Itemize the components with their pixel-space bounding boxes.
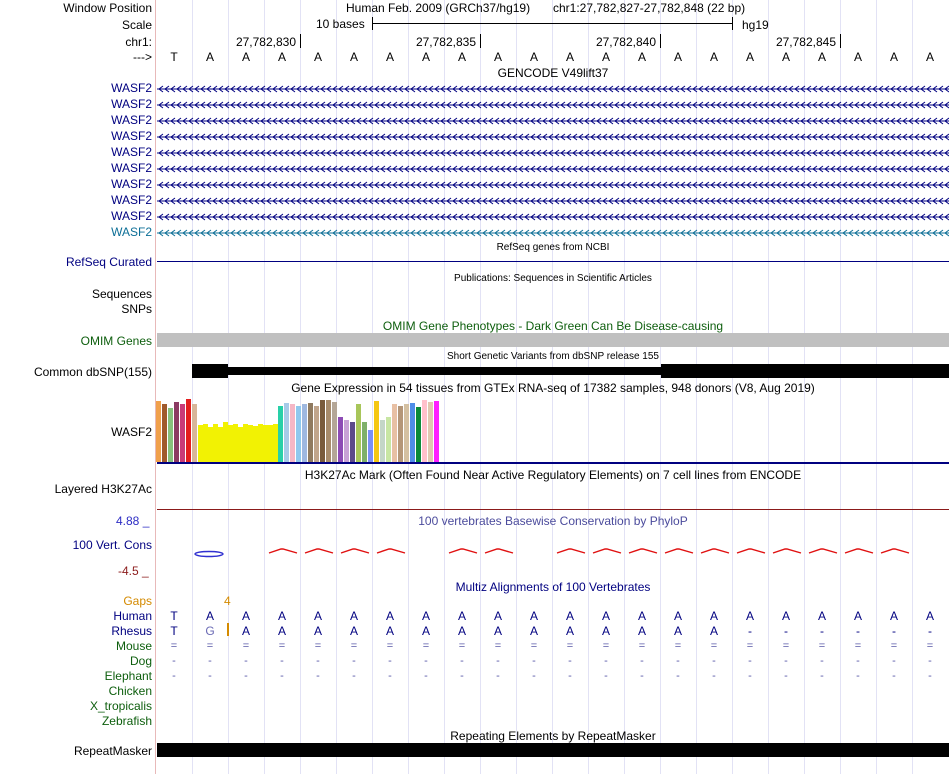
multiz-base: = (278, 640, 286, 652)
assembly-label: Human Feb. 2009 (GRCh37/hg19) (346, 1, 531, 15)
gencode-transcript-label[interactable]: WASF2 (111, 209, 152, 223)
multiz-base: A (529, 609, 538, 623)
multiz-base: A (385, 609, 394, 623)
multiz-base: = (494, 640, 502, 652)
gtex-tissue-bar[interactable] (374, 401, 379, 462)
gencode-transcript[interactable] (157, 163, 949, 173)
multiz-base: - (208, 670, 212, 682)
gtex-tissue-bar[interactable] (320, 400, 325, 462)
repeatmasker-label[interactable]: RepeatMasker (73, 744, 152, 758)
multiz-base: A (241, 624, 250, 638)
base-letter: A (673, 50, 682, 64)
phylop-score (593, 549, 621, 553)
minus-strand-line (157, 148, 949, 157)
multiz-base: - (928, 670, 932, 682)
gencode-transcript[interactable] (157, 131, 949, 141)
multiz-base: A (349, 624, 358, 638)
gencode-transcript[interactable] (157, 227, 949, 237)
gencode-transcript[interactable] (157, 211, 949, 221)
phylop-score (881, 549, 909, 553)
multiz-base: A (277, 609, 286, 623)
multiz-species-label[interactable]: Elephant (104, 669, 152, 683)
multiz-base: A (205, 609, 214, 623)
dbsnp-variant-block[interactable] (192, 364, 228, 378)
multiz-base: = (602, 640, 610, 652)
gtex-tissue-bar[interactable] (156, 401, 161, 462)
multiz-base: = (170, 640, 178, 652)
multiz-base: - (748, 655, 752, 667)
ruler-tick-label: 27,782,835 (415, 35, 476, 49)
gtex-tissue-bar[interactable] (296, 406, 301, 462)
gencode-transcript-label[interactable]: WASF2 (111, 145, 152, 159)
position-range[interactable]: chr1:27,782,827-27,782,848 (22 bp) (553, 1, 746, 15)
multiz-base: A (925, 609, 934, 623)
strand-arrow-label: ---> (133, 50, 152, 64)
base-letter: A (601, 50, 610, 64)
gtex-tissue-bar[interactable] (332, 402, 337, 462)
multiz-species-label[interactable]: Dog (129, 654, 152, 668)
multiz-base: A (853, 609, 862, 623)
multiz-base: = (530, 640, 538, 652)
multiz-base: A (709, 609, 718, 623)
phylop-label[interactable]: 100 Vert. Cons (72, 538, 152, 552)
gtex-tissue-bar[interactable] (362, 422, 367, 462)
base-letter: A (925, 50, 934, 64)
gencode-transcript-label[interactable]: WASF2 (111, 113, 152, 127)
multiz-base: A (241, 609, 250, 623)
multiz-base: A (637, 624, 646, 638)
base-letter: A (817, 50, 826, 64)
phylop-min-label: -4.5 _ (118, 564, 149, 578)
pubs-snps-label[interactable]: SNPs (121, 302, 152, 316)
multiz-base: - (280, 670, 284, 682)
base-letter: A (277, 50, 286, 64)
phylop-score (629, 549, 657, 553)
dbsnp-title: Short Genetic Variants from dbSNP release 155 (447, 351, 659, 362)
minus-strand-line (157, 196, 949, 205)
gencode-transcript-label[interactable]: WASF2 (111, 177, 152, 191)
multiz-base: A (529, 624, 538, 638)
multiz-base: A (421, 609, 430, 623)
gtex-tissue-bar[interactable] (314, 406, 319, 462)
ruler-tick (660, 34, 661, 48)
phylop-title: 100 vertebrates Basewise Conservation by PhyloP (418, 514, 688, 528)
multiz-base: A (493, 624, 502, 638)
scale-label: Scale (121, 18, 152, 32)
minus-strand-line (157, 180, 949, 189)
multiz-base: A (313, 624, 322, 638)
ruler-tick-label: 27,782,830 (235, 35, 296, 49)
multiz-species-label[interactable]: X_tropicalis (89, 699, 152, 713)
multiz-base: - (640, 655, 644, 667)
multiz-base: = (350, 640, 358, 652)
multiz-base: - (820, 624, 824, 638)
gtex-tissue-bar[interactable] (308, 403, 313, 462)
gtex-tissue-bar[interactable] (302, 404, 307, 462)
gencode-transcript[interactable] (157, 147, 949, 157)
gtex-tissue-bar[interactable] (380, 420, 385, 462)
gtex-tissue-bar[interactable] (386, 417, 391, 462)
multiz-base: A (565, 624, 574, 638)
phylop-score (665, 549, 693, 553)
multiz-base: - (172, 655, 176, 667)
multiz-base: - (424, 670, 428, 682)
phylop-score (773, 549, 801, 553)
multiz-base: = (674, 640, 682, 652)
window-position-label: Window Position (63, 1, 152, 15)
multiz-base: - (856, 624, 860, 638)
base-letter: A (889, 50, 898, 64)
ruler-tick (840, 34, 841, 48)
minus-strand-line (157, 100, 949, 109)
refseq-label[interactable]: RefSeq Curated (65, 255, 152, 269)
gtex-baseline (157, 462, 949, 464)
pubs-title: Publications: Sequences in Scientific Articles (454, 273, 652, 284)
minus-strand-line (157, 116, 949, 125)
multiz-base: A (637, 609, 646, 623)
gtex-tissue-bar[interactable] (290, 404, 295, 462)
minus-strand-line (157, 132, 949, 141)
multiz-base: - (496, 655, 500, 667)
multiz-base: A (889, 609, 898, 623)
phylop-score (377, 549, 405, 553)
multiz-base: = (818, 640, 826, 652)
gencode-transcript-label[interactable]: WASF2 (111, 161, 152, 175)
gtex-tissue-bar[interactable] (278, 406, 283, 462)
phylop-score (305, 549, 333, 553)
multiz-base: = (422, 640, 430, 652)
gencode-transcript[interactable] (157, 115, 949, 125)
phylop-track[interactable] (156, 540, 950, 564)
multiz-base: - (352, 670, 356, 682)
multiz-base: - (280, 655, 284, 667)
multiz-base: - (424, 655, 428, 667)
multiz-species-label[interactable]: Human (113, 609, 152, 623)
multiz-base: A (277, 624, 286, 638)
multiz-base: A (817, 609, 826, 623)
dbsnp-variant-block-2[interactable] (661, 364, 949, 378)
base-letter: A (457, 50, 466, 64)
multiz-base: T (170, 624, 178, 638)
multiz-base: - (244, 670, 248, 682)
base-letter: A (709, 50, 718, 64)
refseq-title: RefSeq genes from NCBI (496, 242, 610, 253)
base-letter: A (493, 50, 502, 64)
h3k27ac-label[interactable]: Layered H3K27Ac (54, 482, 152, 496)
multiz-base: A (421, 624, 430, 638)
multiz-base: - (748, 624, 752, 638)
multiz-base: = (638, 640, 646, 652)
ruler-tick-label: 27,782,845 (775, 35, 836, 49)
gtex-tissue-bar[interactable] (416, 407, 421, 462)
gtex-tissue-bar[interactable] (180, 404, 185, 462)
multiz-species-label[interactable]: Mouse (115, 639, 152, 653)
gtex-bar-chart[interactable] (156, 396, 556, 462)
base-letter: A (421, 50, 430, 64)
multiz-base: - (208, 655, 212, 667)
gtex-tissue-bar[interactable] (392, 404, 397, 462)
gtex-tissue-bar[interactable] (410, 403, 415, 462)
multiz-base: = (458, 640, 466, 652)
scale-db: hg19 (742, 18, 769, 32)
minus-strand-line (157, 212, 949, 221)
multiz-base: - (712, 655, 716, 667)
omim-feature[interactable] (157, 333, 949, 347)
multiz-base: = (206, 640, 214, 652)
minus-strand-line (157, 228, 949, 237)
gtex-tissue-bar[interactable] (356, 404, 361, 462)
gencode-transcript[interactable] (157, 179, 949, 189)
gencode-transcript[interactable] (157, 83, 949, 93)
gtex-tissue-bar[interactable] (398, 406, 403, 462)
multiz-base: - (388, 670, 392, 682)
multiz-base: = (386, 640, 394, 652)
gtex-tissue-bar[interactable] (284, 403, 289, 462)
multiz-base: - (784, 670, 788, 682)
multiz-base: = (710, 640, 718, 652)
multiz-base: G (205, 624, 215, 638)
gap-marker (227, 623, 229, 636)
gaps-label: Gaps (123, 594, 152, 608)
multiz-base: - (856, 655, 860, 667)
gtex-tissue-bar[interactable] (350, 422, 355, 462)
multiz-base: = (314, 640, 322, 652)
multiz-base: A (781, 609, 790, 623)
multiz-base: A (313, 609, 322, 623)
multiz-base: A (457, 609, 466, 623)
gtex-tissue-bar[interactable] (434, 401, 439, 462)
multiz-base: A (745, 609, 754, 623)
base-letter: A (241, 50, 250, 64)
phylop-negative-score (195, 552, 223, 557)
multiz-base: - (316, 655, 320, 667)
multiz-base: - (496, 670, 500, 682)
ruler-tick-label: 27,782,840 (595, 35, 656, 49)
gencode-transcript[interactable] (157, 195, 949, 205)
multiz-base: - (460, 670, 464, 682)
base-letter: A (313, 50, 322, 64)
multiz-base: - (172, 670, 176, 682)
scale-size: 10 bases (316, 17, 365, 31)
phylop-score (557, 549, 585, 553)
multiz-base: - (748, 670, 752, 682)
phylop-score (341, 549, 369, 553)
multiz-base: A (709, 624, 718, 638)
multiz-base: A (673, 624, 682, 638)
multiz-base: = (746, 640, 754, 652)
base-letter: A (385, 50, 394, 64)
multiz-base: - (640, 670, 644, 682)
gtex-tissue-bar[interactable] (162, 404, 167, 462)
gencode-transcript-label[interactable]: WASF2 (111, 225, 152, 239)
multiz-base: - (928, 655, 932, 667)
multiz-base: - (460, 655, 464, 667)
multiz-base: - (892, 624, 896, 638)
multiz-base: = (890, 640, 898, 652)
h3k27ac-title: H3K27Ac Mark (Often Found Near Active Regulatory Elements) on 7 cell lines from ENCODE (304, 468, 802, 482)
gtex-tissue-bar[interactable] (192, 404, 197, 462)
base-letter: A (565, 50, 574, 64)
gencode-transcript-label[interactable]: WASF2 (111, 81, 152, 95)
minus-strand-line (157, 164, 949, 173)
gtex-tissue-bar[interactable] (186, 399, 191, 462)
gencode-transcript[interactable] (157, 99, 949, 109)
gtex-tissue-bar[interactable] (326, 400, 331, 462)
multiz-base: - (820, 655, 824, 667)
gtex-tissue-bar[interactable] (368, 430, 373, 462)
dbsnp-label[interactable]: Common dbSNP(155) (33, 365, 152, 379)
base-letter: A (853, 50, 862, 64)
multiz-base: = (242, 640, 250, 652)
gtex-tissue-bar[interactable] (404, 404, 409, 462)
gtex-tissue-bar[interactable] (338, 417, 343, 462)
base-letter: A (529, 50, 538, 64)
multiz-base: A (385, 624, 394, 638)
gtex-tissue-bar[interactable] (428, 402, 433, 462)
multiz-base: = (782, 640, 790, 652)
multiz-base: = (566, 640, 574, 652)
ruler-tick (480, 34, 481, 48)
gtex-tissue-bar[interactable] (344, 420, 349, 462)
multiz-base: - (316, 670, 320, 682)
base-letter: A (781, 50, 790, 64)
multiz-base: - (388, 655, 392, 667)
phylop-score (809, 549, 837, 553)
base-letter: T (170, 50, 178, 64)
multiz-base: = (926, 640, 934, 652)
omim-label[interactable]: OMIM Genes (80, 334, 152, 348)
multiz-base: - (604, 655, 608, 667)
ruler-tick (300, 34, 301, 48)
multiz-base: - (568, 655, 572, 667)
multiz-base: A (565, 609, 574, 623)
gtex-label[interactable]: WASF2 (111, 425, 152, 439)
phylop-score (269, 549, 297, 553)
multiz-base: A (349, 609, 358, 623)
multiz-base: - (820, 670, 824, 682)
gencode-title: GENCODE V49lift37 (497, 66, 609, 80)
multiz-base: - (784, 624, 788, 638)
phylop-score (701, 549, 729, 553)
repeatmasker-title: Repeating Elements by RepeatMasker (450, 729, 656, 743)
gencode-transcript-label[interactable]: WASF2 (111, 129, 152, 143)
phylop-score (737, 549, 765, 553)
multiz-base: A (601, 624, 610, 638)
multiz-base: - (676, 655, 680, 667)
refseq-line[interactable] (157, 261, 949, 262)
multiz-base: A (493, 609, 502, 623)
multiz-base: A (601, 609, 610, 623)
multiz-base: T (170, 609, 178, 623)
multiz-base: A (673, 609, 682, 623)
gtex-title: Gene Expression in 54 tissues from GTEx RNA-seq of 17382 samples, 948 donors (V8, Aug 2019) (291, 381, 815, 395)
scale-bar (372, 17, 733, 30)
multiz-base: A (457, 624, 466, 638)
multiz-base: = (854, 640, 862, 652)
multiz-base: - (244, 655, 248, 667)
base-letter: A (205, 50, 214, 64)
gtex-tissue-bar[interactable] (422, 400, 427, 462)
pubs-sequences-label[interactable]: Sequences (91, 287, 152, 301)
repeatmasker-feature[interactable] (157, 743, 949, 757)
multiz-base: - (892, 655, 896, 667)
h3k27ac-baseline (157, 509, 949, 510)
multiz-base: - (532, 655, 536, 667)
phylop-max-label: 4.88 _ (116, 514, 150, 528)
multiz-base: - (856, 670, 860, 682)
multiz-base: - (352, 655, 356, 667)
gtex-tissue-bar[interactable] (168, 408, 173, 462)
multiz-base: - (604, 670, 608, 682)
multiz-base: - (568, 670, 572, 682)
phylop-score (845, 549, 873, 553)
gtex-tissue-bar[interactable] (174, 402, 179, 462)
multiz-base: - (676, 670, 680, 682)
multiz-species-label[interactable]: Zebrafish (101, 714, 152, 728)
chrom-label: chr1: (125, 35, 152, 49)
multiz-base: - (712, 670, 716, 682)
multiz-species-label[interactable]: Chicken (108, 684, 152, 698)
gencode-transcript-label[interactable]: WASF2 (111, 97, 152, 111)
omim-title: OMIM Gene Phenotypes - Dark Green Can Be Disease-causing (382, 319, 724, 333)
gencode-transcript-label[interactable]: WASF2 (111, 193, 152, 207)
multiz-species-label[interactable]: Rhesus (111, 624, 152, 638)
base-letter: A (349, 50, 358, 64)
phylop-score (485, 549, 513, 553)
multiz-base: - (532, 670, 536, 682)
phylop-score (449, 549, 477, 553)
gap-count: 4 (224, 594, 231, 608)
minus-strand-line (157, 84, 949, 93)
multiz-base: - (784, 655, 788, 667)
multiz-base: - (892, 670, 896, 682)
multiz-base: - (928, 624, 932, 638)
multiz-title: Multiz Alignments of 100 Vertebrates (455, 580, 651, 594)
base-letter: A (745, 50, 754, 64)
base-letter: A (637, 50, 646, 64)
